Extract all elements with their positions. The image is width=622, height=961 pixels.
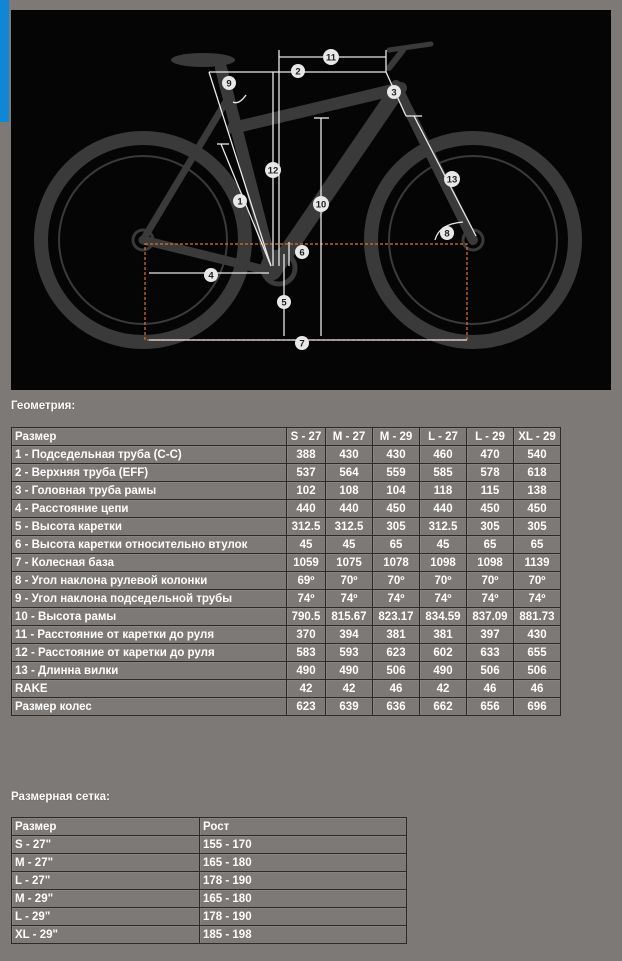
table-row — [12, 680, 561, 698]
value-cell: 470 — [467, 446, 514, 464]
table-row — [12, 572, 561, 590]
row-label: RAKE — [12, 680, 287, 698]
value-cell: 115 — [467, 482, 514, 500]
value-cell: 585 — [420, 464, 467, 482]
value-cell: 305 — [373, 518, 420, 536]
value-cell: 823.17 — [373, 608, 420, 626]
value-cell: 430 — [373, 446, 420, 464]
table-row — [12, 554, 561, 572]
value-cell: 540 — [514, 446, 561, 464]
table-row — [12, 926, 407, 944]
value-cell: 815.67 — [326, 608, 373, 626]
value-cell: 138 — [514, 482, 561, 500]
dimension-lines — [149, 50, 476, 340]
svg-text:1: 1 — [237, 196, 243, 208]
geometry-header-row — [12, 428, 561, 446]
table-row — [12, 662, 561, 680]
value-cell: 70º — [373, 572, 420, 590]
svg-text:11: 11 — [325, 52, 337, 64]
header-cell: XL - 29 — [514, 428, 561, 446]
table-row — [12, 536, 561, 554]
table-row — [12, 854, 407, 872]
size-cell: S - 27" — [12, 836, 200, 854]
value-cell: 305 — [514, 518, 561, 536]
header-cell: L - 29 — [467, 428, 514, 446]
value-cell: 837.09 — [467, 608, 514, 626]
marker-6 — [295, 245, 309, 259]
value-cell: 583 — [287, 644, 326, 662]
value-cell: 46 — [514, 680, 561, 698]
height-cell: 165 - 180 — [200, 854, 407, 872]
value-cell: 70º — [420, 572, 467, 590]
value-cell: 381 — [420, 626, 467, 644]
value-cell: 70º — [326, 572, 373, 590]
row-label: 12 - Расстояние от каретки до руля — [12, 644, 287, 662]
marker-13 — [444, 171, 460, 187]
marker-7 — [295, 336, 309, 350]
value-cell: 102 — [287, 482, 326, 500]
value-cell: 118 — [420, 482, 467, 500]
table-row — [12, 518, 561, 536]
value-cell: 69º — [287, 572, 326, 590]
value-cell: 104 — [373, 482, 420, 500]
table-row — [12, 464, 561, 482]
svg-text:2: 2 — [295, 66, 301, 78]
row-label: 6 - Высота каретки относительно втулок — [12, 536, 287, 554]
value-cell: 70º — [514, 572, 561, 590]
value-cell: 506 — [514, 662, 561, 680]
geometry-title: Геометрия: — [11, 400, 76, 412]
value-cell: 618 — [514, 464, 561, 482]
value-cell: 636 — [373, 698, 420, 716]
height-cell: 155 - 170 — [200, 836, 407, 854]
svg-text:3: 3 — [391, 87, 397, 99]
row-label: 13 - Длинна вилки — [12, 662, 287, 680]
table-row — [12, 482, 561, 500]
marker-5 — [277, 295, 291, 309]
value-cell: 490 — [287, 662, 326, 680]
value-cell: 656 — [467, 698, 514, 716]
value-cell: 440 — [287, 500, 326, 518]
marker-10 — [313, 196, 329, 212]
value-cell: 490 — [420, 662, 467, 680]
row-label: 10 - Высота рамы — [12, 608, 287, 626]
height-cell: 185 - 198 — [200, 926, 407, 944]
value-cell: 312.5 — [326, 518, 373, 536]
header-cell: Рост — [200, 818, 407, 836]
size-cell: L - 29" — [12, 908, 200, 926]
svg-text:5: 5 — [281, 297, 287, 309]
value-cell: 440 — [420, 500, 467, 518]
svg-text:10: 10 — [315, 199, 327, 211]
table-row — [12, 836, 407, 854]
height-cell: 165 - 180 — [200, 890, 407, 908]
value-cell: 42 — [326, 680, 373, 698]
value-cell: 1098 — [420, 554, 467, 572]
svg-text:8: 8 — [444, 228, 450, 240]
row-label: 5 - Высота каретки — [12, 518, 287, 536]
svg-text:13: 13 — [446, 174, 458, 186]
size-chart-table — [11, 817, 407, 944]
value-cell: 460 — [420, 446, 467, 464]
value-cell: 537 — [287, 464, 326, 482]
marker-11 — [323, 49, 339, 65]
value-cell: 639 — [326, 698, 373, 716]
size-header-row — [12, 818, 407, 836]
value-cell: 42 — [420, 680, 467, 698]
height-cell: 178 - 190 — [200, 908, 407, 926]
marker-4 — [204, 268, 218, 282]
value-cell: 65 — [373, 536, 420, 554]
row-label: 8 - Угол наклона рулевой колонки — [12, 572, 287, 590]
table-row — [12, 890, 407, 908]
height-cell: 178 - 190 — [200, 872, 407, 890]
size-cell: M - 29" — [12, 890, 200, 908]
value-cell: 655 — [514, 644, 561, 662]
value-cell: 45 — [420, 536, 467, 554]
value-cell: 45 — [326, 536, 373, 554]
value-cell: 602 — [420, 644, 467, 662]
row-label: 11 - Расстояние от каретки до руля — [12, 626, 287, 644]
size-chart-title: Размерная сетка: — [11, 791, 110, 803]
table-row — [12, 698, 561, 716]
value-cell: 74º — [514, 590, 561, 608]
value-cell: 312.5 — [420, 518, 467, 536]
row-label: 7 - Колесная база — [12, 554, 287, 572]
value-cell: 506 — [467, 662, 514, 680]
table-row — [12, 446, 561, 464]
value-cell: 623 — [373, 644, 420, 662]
value-cell: 559 — [373, 464, 420, 482]
marker-12 — [265, 162, 281, 178]
value-cell: 394 — [326, 626, 373, 644]
value-cell: 696 — [514, 698, 561, 716]
value-cell: 662 — [420, 698, 467, 716]
row-label: 3 - Головная труба рамы — [12, 482, 287, 500]
value-cell: 506 — [373, 662, 420, 680]
marker-2 — [291, 64, 305, 78]
value-cell: 440 — [326, 500, 373, 518]
bike-geometry-diagram — [11, 10, 611, 390]
value-cell: 1075 — [326, 554, 373, 572]
value-cell: 881.73 — [514, 608, 561, 626]
row-label: 9 - Угол наклона подседельной трубы — [12, 590, 287, 608]
value-cell: 45 — [287, 536, 326, 554]
value-cell: 430 — [326, 446, 373, 464]
svg-text:4: 4 — [208, 270, 214, 282]
value-cell: 834.59 — [420, 608, 467, 626]
value-cell: 450 — [514, 500, 561, 518]
value-cell: 388 — [287, 446, 326, 464]
value-cell: 46 — [373, 680, 420, 698]
size-cell: M - 27" — [12, 854, 200, 872]
row-label: 2 - Верхняя труба (EFF) — [12, 464, 287, 482]
accent-bar — [0, 0, 9, 122]
value-cell: 490 — [326, 662, 373, 680]
table-row — [12, 590, 561, 608]
header-cell: L - 27 — [420, 428, 467, 446]
row-label: 4 - Расстояние цепи — [12, 500, 287, 518]
value-cell: 305 — [467, 518, 514, 536]
marker-8 — [440, 226, 454, 240]
row-label: 1 - Подседельная труба (C-C) — [12, 446, 287, 464]
value-cell: 381 — [373, 626, 420, 644]
value-cell: 74º — [326, 590, 373, 608]
table-row — [12, 872, 407, 890]
bike-frame — [143, 44, 473, 284]
value-cell: 1139 — [514, 554, 561, 572]
header-cell: S - 27 — [287, 428, 326, 446]
size-cell: L - 27" — [12, 872, 200, 890]
value-cell: 578 — [467, 464, 514, 482]
value-cell: 74º — [287, 590, 326, 608]
value-cell: 593 — [326, 644, 373, 662]
table-row — [12, 626, 561, 644]
value-cell: 1078 — [373, 554, 420, 572]
value-cell: 74º — [467, 590, 514, 608]
table-row — [12, 608, 561, 626]
value-cell: 370 — [287, 626, 326, 644]
value-cell: 623 — [287, 698, 326, 716]
value-cell: 42 — [287, 680, 326, 698]
value-cell: 312.5 — [287, 518, 326, 536]
header-cell: Размер — [12, 818, 200, 836]
value-cell: 1059 — [287, 554, 326, 572]
bike-geometry-svg — [11, 10, 611, 390]
svg-text:9: 9 — [226, 78, 232, 90]
value-cell: 1098 — [467, 554, 514, 572]
marker-9 — [222, 76, 236, 90]
marker-1 — [233, 194, 247, 208]
value-cell: 108 — [326, 482, 373, 500]
header-cell: Размер — [12, 428, 287, 446]
value-cell: 633 — [467, 644, 514, 662]
geometry-table — [11, 427, 561, 716]
value-cell: 46 — [467, 680, 514, 698]
value-cell: 70º — [467, 572, 514, 590]
svg-text:6: 6 — [299, 247, 305, 259]
value-cell: 65 — [514, 536, 561, 554]
marker-3 — [387, 85, 401, 99]
value-cell: 74º — [373, 590, 420, 608]
value-cell: 450 — [467, 500, 514, 518]
header-cell: M - 27 — [326, 428, 373, 446]
header-cell: M - 29 — [373, 428, 420, 446]
svg-text:12: 12 — [267, 165, 279, 177]
table-row — [12, 908, 407, 926]
table-row — [12, 644, 561, 662]
value-cell: 450 — [373, 500, 420, 518]
value-cell: 564 — [326, 464, 373, 482]
row-label: Размер колес — [12, 698, 287, 716]
svg-text:7: 7 — [299, 338, 305, 350]
value-cell: 65 — [467, 536, 514, 554]
size-cell: XL - 29" — [12, 926, 200, 944]
value-cell: 430 — [514, 626, 561, 644]
value-cell: 397 — [467, 626, 514, 644]
table-row — [12, 500, 561, 518]
value-cell: 74º — [420, 590, 467, 608]
value-cell: 790.5 — [287, 608, 326, 626]
